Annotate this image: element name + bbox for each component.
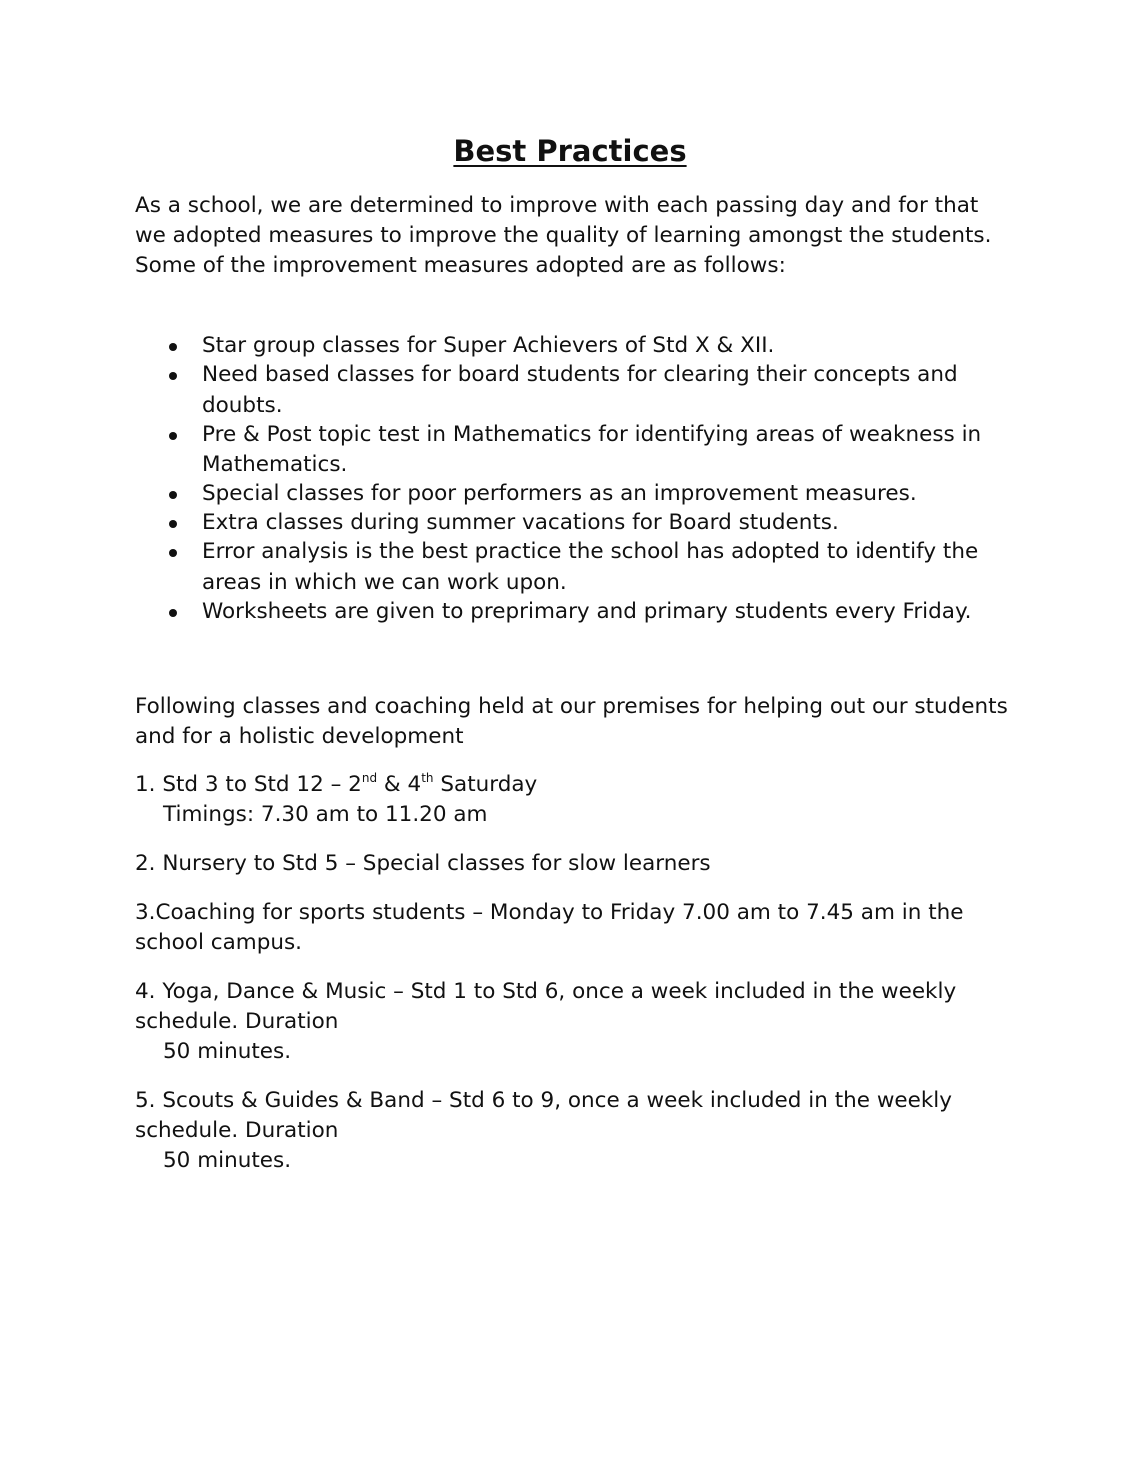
intro-paragraph: As a school, we are determined to improve with each passing day and for that we adopted measures to improve the quality of learning amongst the students. xyxy=(135,193,992,248)
class-item-5-duration: 50 minutes. xyxy=(163,1148,292,1173)
bullet-icon xyxy=(169,520,177,528)
class-item-5 xyxy=(135,1086,1015,1176)
measure-text: Pre & Post topic test in Mathematics for identifying areas of weakness in Mathematics. xyxy=(202,421,982,477)
bullet-icon xyxy=(169,609,177,617)
measure-text: Star group classes for Super Achievers of Std X & XII. xyxy=(202,333,775,358)
list-item xyxy=(135,597,1015,628)
list-item xyxy=(135,420,1015,481)
bullet-icon xyxy=(169,343,177,351)
class-item-2: 2. Nursery to Std 5 – Special classes for slow learners xyxy=(135,851,711,876)
list-item xyxy=(135,508,1015,539)
measure-text: Worksheets are given to preprimary and primary students every Friday. xyxy=(202,598,972,624)
bullet-icon xyxy=(169,549,177,557)
class-item-1-mid: & 4 xyxy=(377,772,422,797)
measure-text: Extra classes during summer vacations for Board students. xyxy=(202,510,839,535)
class-item-4 xyxy=(135,977,1015,1067)
bullet-icon xyxy=(169,432,177,440)
list-item xyxy=(135,537,1015,598)
bullet-icon xyxy=(169,372,177,380)
page-title: Best Practices xyxy=(453,134,687,168)
intro-section xyxy=(135,191,1015,281)
class-item-1-line xyxy=(135,770,1015,800)
list-item xyxy=(135,360,1015,421)
class-item-1-prefix: 1. Std 3 to Std 12 – 2 xyxy=(135,772,362,797)
list-item xyxy=(135,331,1015,362)
class-item-1-suffix: Saturday xyxy=(433,772,538,797)
list-item xyxy=(135,479,1015,510)
ordinal-suffix: th xyxy=(421,771,434,785)
ordinal-suffix: nd xyxy=(361,771,378,785)
measure-text: Special classes for poor performers as an improvement measures. xyxy=(202,481,917,506)
bullet-icon xyxy=(169,491,177,499)
measure-text: Error analysis is the best practice the school has adopted to identify the areas in which we can work upon. xyxy=(202,539,979,595)
class-item-1-timings: Timings: 7.30 am to 11.20 am xyxy=(163,802,488,827)
class-item-1 xyxy=(135,770,1015,830)
class-item-3: 3.Coaching for sports students – Monday to Friday 7.00 am to 7.45 am in the school campus. xyxy=(135,900,964,955)
class-item-4-duration: 50 minutes. xyxy=(163,1039,292,1064)
class-item-5-text: 5. Scouts & Guides & Band – Std 6 to 9, once a week included in the weekly schedule. Duration xyxy=(135,1088,952,1143)
measure-text: Need based classes for board students for clearing their concepts and doubts. xyxy=(202,362,958,418)
following-paragraph: Following classes and coaching held at our premises for helping out our students and for a holistic development xyxy=(135,694,1008,749)
classes-list xyxy=(135,770,1015,1195)
measures-list xyxy=(135,331,1015,627)
intro-lead: Some of the improvement measures adopted are as follows: xyxy=(135,253,786,278)
class-item-4-text: 4. Yoga, Dance & Music – Std 1 to Std 6, once a week included in the weekly schedule. Duration xyxy=(135,979,957,1034)
